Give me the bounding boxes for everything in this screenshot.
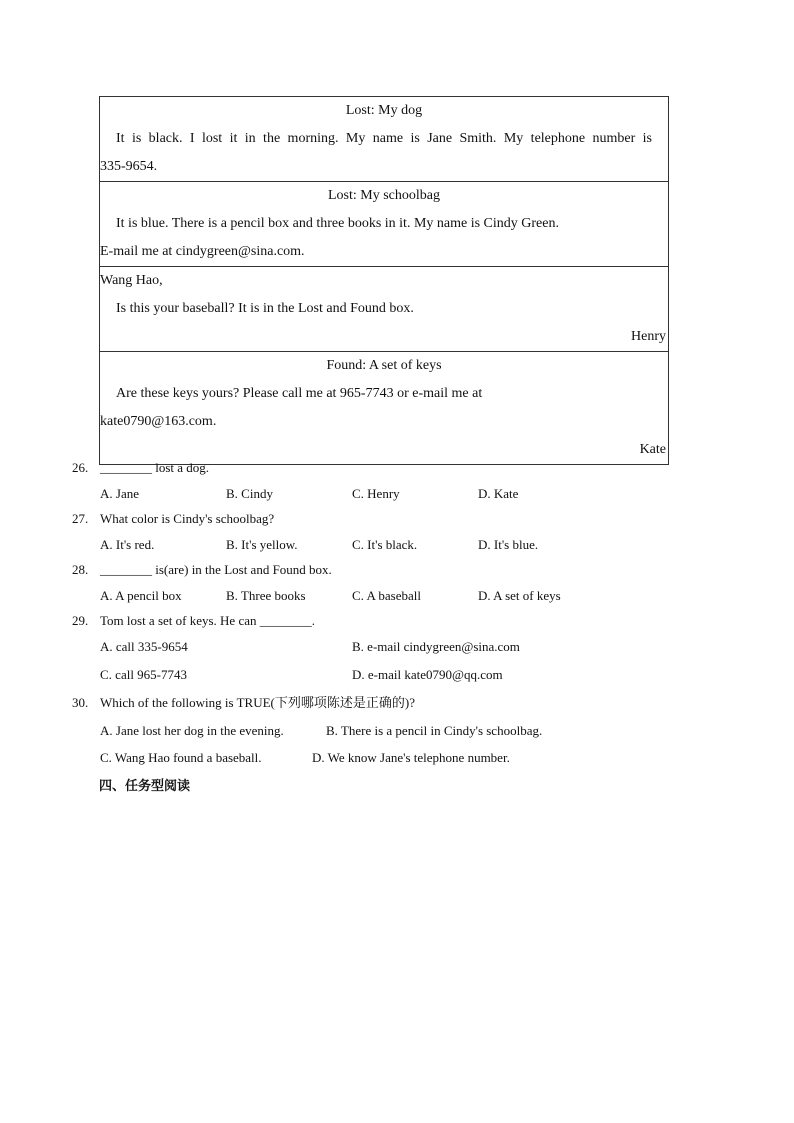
options-30-row1 [72, 721, 692, 748]
notice-found-keys [100, 352, 668, 465]
notice-signature: Henry [631, 329, 666, 344]
question-number: 27. [72, 511, 89, 526]
options-29-row1 [72, 637, 692, 665]
option-c[interactable]: C. call 965-7743 [100, 667, 188, 682]
notice-text: kate0790@163.com. [100, 414, 217, 429]
question-27 [72, 509, 692, 535]
question-stem: ________ is(are) in the Lost and Found box. [100, 562, 332, 577]
notice-text: 335-9654. [100, 159, 158, 174]
option-c[interactable]: C. Henry [352, 486, 400, 501]
question-stem: ________ lost a dog. [100, 460, 210, 475]
notice-title: Lost: My dog [345, 103, 423, 118]
question-30 [72, 693, 692, 721]
notice-text: Are these keys yours? Please call me at 965-7743 or e-mail me at [116, 386, 483, 401]
question-stem: Which of the following is TRUE(下列哪项陈述是正确的)? [100, 695, 415, 710]
options-29-row2 [72, 665, 692, 693]
question-28 [72, 560, 692, 586]
notice-title: Lost: My schoolbag [328, 188, 440, 203]
notice-lost-dog [100, 97, 668, 182]
notice-greeting: Wang Hao, [100, 273, 163, 288]
option-a[interactable]: A. Jane [100, 486, 139, 501]
options-28 [72, 586, 692, 611]
notice-title: Found: A set of keys [326, 358, 442, 373]
option-b[interactable]: B. It's yellow. [226, 537, 298, 552]
question-stem: What color is Cindy's schoolbag? [100, 511, 275, 526]
option-b[interactable]: B. Three books [226, 588, 306, 603]
notice-text: E-mail me at cindygreen@sina.com. [100, 244, 305, 259]
option-b[interactable]: B. There is a pencil in Cindy's schoolbag. [326, 723, 543, 738]
notice-text: It is blue. There is a pencil box and three books in it. My name is Cindy Green. [116, 216, 559, 231]
options-27 [72, 535, 692, 560]
options-26 [72, 484, 692, 509]
options-30-row2 [72, 748, 692, 773]
option-a[interactable]: A. A pencil box [100, 588, 182, 603]
option-c[interactable]: C. Wang Hao found a baseball. [100, 750, 262, 765]
question-list [72, 458, 692, 773]
notice-text: It is black. I lost it in the morning. My name is Jane Smith. My telephone number is [116, 131, 652, 146]
option-d[interactable]: D. We know Jane's telephone number. [312, 750, 510, 765]
option-a[interactable]: A. call 335-9654 [100, 639, 188, 654]
lost-and-found-notices-table [99, 96, 669, 465]
question-26 [72, 458, 692, 484]
notice-found-baseball [100, 267, 668, 352]
option-c[interactable]: C. It's black. [352, 537, 418, 552]
question-number: 26. [72, 460, 89, 475]
question-number: 29. [72, 613, 89, 628]
option-c[interactable]: C. A baseball [352, 588, 421, 603]
notice-signature: Kate [639, 442, 666, 457]
question-number: 30. [72, 695, 89, 710]
option-d[interactable]: D. It's blue. [478, 537, 539, 552]
option-b[interactable]: B. e-mail cindygreen@sina.com [352, 639, 520, 654]
option-d[interactable]: D. A set of keys [478, 588, 561, 603]
notice-lost-schoolbag [100, 182, 668, 267]
option-a[interactable]: A. It's red. [100, 537, 155, 552]
option-d[interactable]: D. Kate [478, 486, 519, 501]
question-29 [72, 611, 692, 637]
notice-text: Is this your baseball? It is in the Lost and Found box. [116, 301, 414, 316]
option-a[interactable]: A. Jane lost her dog in the evening. [100, 723, 284, 738]
question-number: 28. [72, 562, 89, 577]
section-heading: 四、任务型阅读 [99, 779, 191, 794]
option-d[interactable]: D. e-mail kate0790@qq.com [352, 667, 503, 682]
option-b[interactable]: B. Cindy [226, 486, 273, 501]
question-stem: Tom lost a set of keys. He can ________. [100, 613, 315, 628]
